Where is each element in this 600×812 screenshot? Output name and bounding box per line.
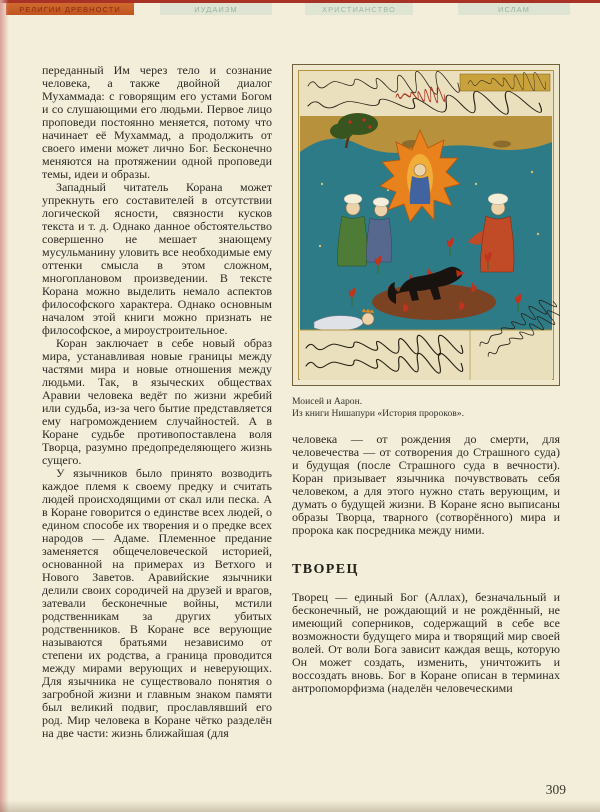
page-number: 309 (545, 782, 566, 797)
section-tab-judaism (160, 3, 272, 15)
paragraph: У язычников было принято возводить каждое племя к своему предку и считать людей происходящими от скал или песка. А в Коране говорится о единстве всех людей, о едином способе их творения и о предке всех народов — Адаме. Племенное предание заменяется общечеловеческой историей, основанной на примерах из Ветхого и Нового Заветов. Аравийские язычники делили своих сородичей на друзей и врагов, затевали бесконечные войны, мстили родственникам за других убитых родственников. В Коране все верующие называются братьями независимо от степени их родства, а граница проводится между мирами верующих и неверующих. Для язычника не существовало понятия о загробной жизни и главным знаком памяти был великий подвиг, прославлявший его род. Мир человека в Коране чётко разделён на две части: жизнь ближайшая (для (42, 466, 272, 740)
section-tab-islam (458, 3, 570, 15)
miniature-figure (292, 64, 560, 420)
section-tab-label: ИСЛАМ (498, 4, 530, 14)
miniature-illustration (292, 64, 560, 386)
section-tab-christianity (305, 3, 413, 15)
paragraph: Западный читатель Корана может упрекнуть его составителей в отсутствии логической ясности, связности кусков текста и т. д. Однако данное обстоятельство совершенно не мешает знающему мусульманину уловить все необходимые ему оттенки смысла в этом сложном, многоплановом произведении. В тексте Корана можно выделить немало аспектов философского характера. Однако основным началом этой книги можно признать не философское, а мироустроительное. (42, 180, 272, 337)
miniature-scene (300, 113, 552, 331)
paragraph: человека — от рождения до смерти, для человечества — от сотворения до Страшного суда) и будущая (после Страшного суда в вечности). Коран призывает язычника почувствовать себя человеком, а для этого нужно стать верующим, и думать о будущей жизни. В Коране ясно выписаны образы Творца, тварного (сотворённого) мира и пророка как посредника между ними. (292, 432, 560, 537)
paragraph: Творец — единый Бог (Аллах), безначальный и бесконечный, не рождающий и не рождённый, не имеющий соперников, содержащий в себе все возможности будущего мира и творящий мир своей волей. От воли Бога зависит каждая вещь, которую Он может создать, изменить, уничтожить и воссоздать вновь. Бог в Коране описан в терминах антропоморфизма (наделён человеческими (292, 590, 560, 695)
paragraph: переданный Им через тело и сознание человека, а также двойной диалог Мухаммада: с говорящим его устами Богом и со слушающими его людьми. Первое лицо проповеди постоянно меняется, потому что начинает её Мухаммад, а продолжить от своего имени может лично Бог. Бесконечно меняются на протяжении одной проповеди темы, идеи и образы. (42, 63, 272, 181)
header-tabs (0, 3, 600, 16)
scan-edge-left (0, 0, 9, 812)
section-tab-label: РЕЛИГИИ ДРЕВНОСТИ (19, 4, 121, 14)
caption-line: Из книги Нишапури «История пророков». (292, 408, 464, 419)
section-heading: ТВОРЕЦ (292, 562, 359, 577)
section-tab-label: ИУДАИЗМ (194, 4, 238, 14)
left-column (42, 64, 272, 740)
section-tab-label: ХРИСТИАНСТВО (322, 4, 396, 14)
caption-line: Моисей и Аарон. (292, 396, 363, 407)
figure-caption (292, 396, 560, 420)
paragraph: Коран заключает в себе новый образ мира, устанавливая новые границы между частями мира и новые отношения между людьми. Так, в языческих обществах Аравии человека ведёт по жизни жребий или судьба, из-за чего бытие представляется ему нагромождением случайностей. А в Коране судьбе противопоставлена воля Творца, разумно предопределяющего жизнь сущего. (42, 336, 272, 467)
section-tab-religions (6, 3, 134, 15)
right-column (292, 64, 560, 695)
scan-shadow-bottom (0, 800, 600, 812)
